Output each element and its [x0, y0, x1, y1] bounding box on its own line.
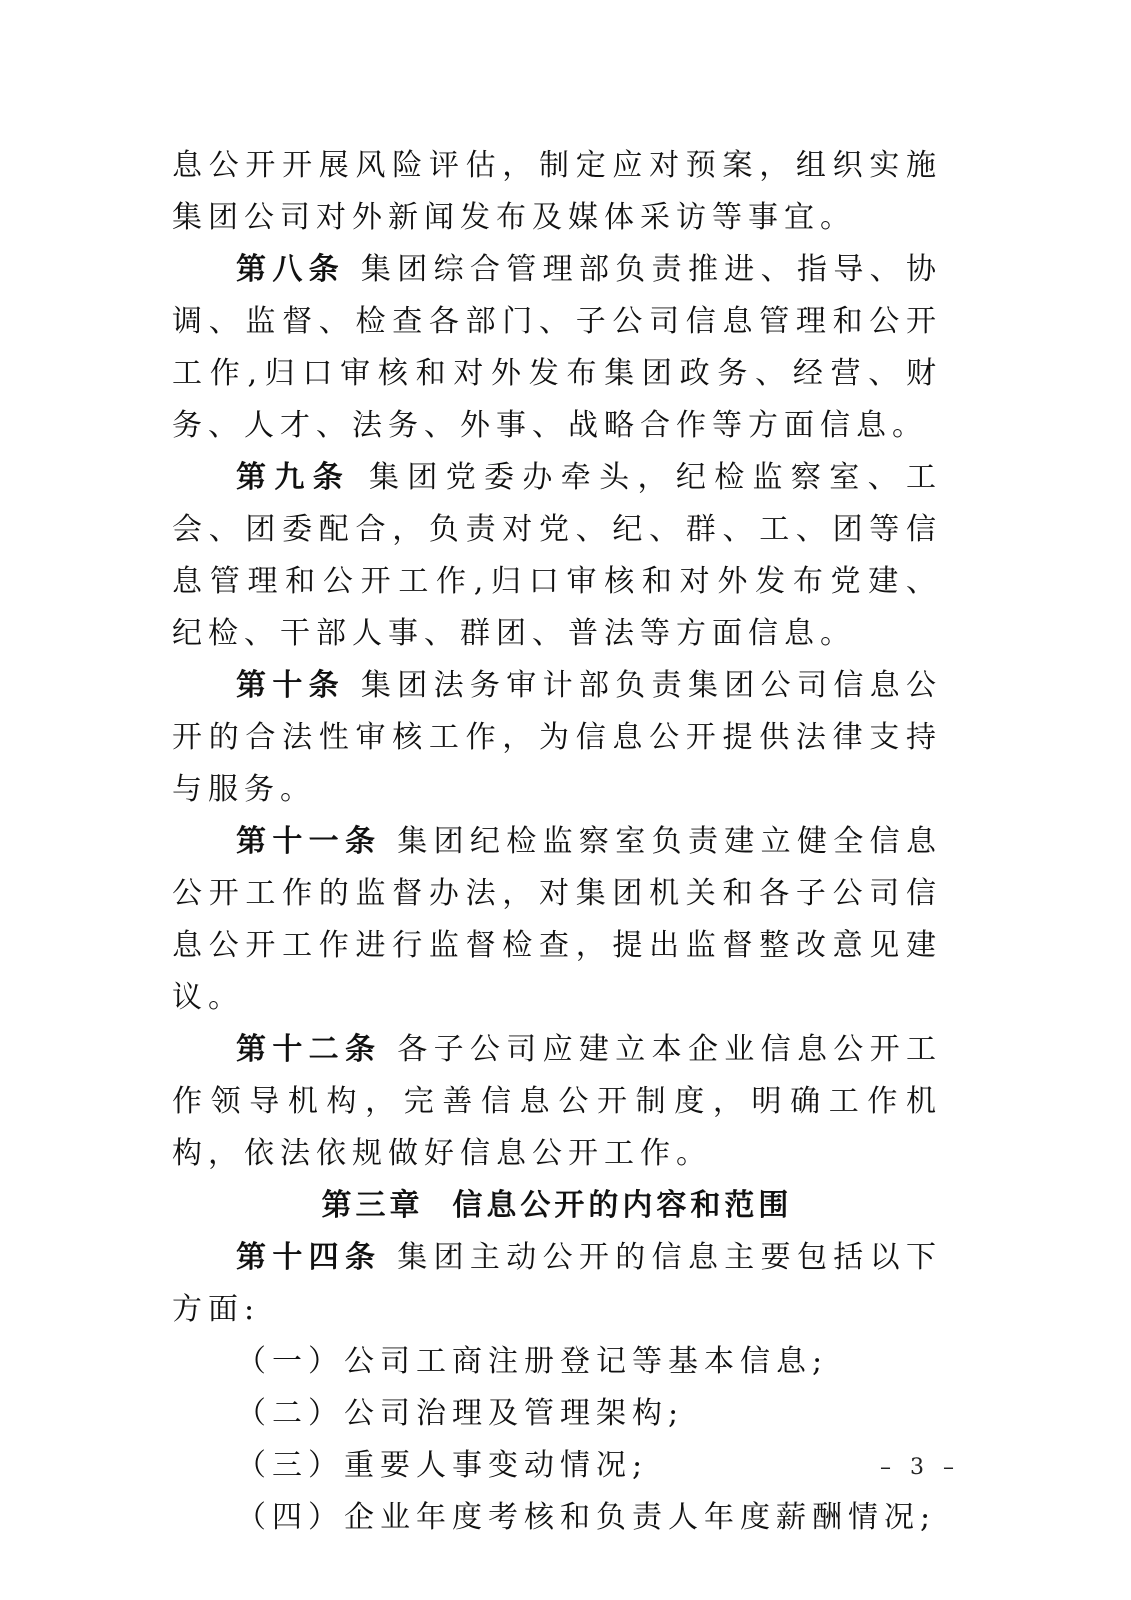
- article-text: 各子公司应建立本企业信息公开工作领导机构，完善信息公开制度，明确工作机构，依法依规做好信息公开工作。: [172, 1032, 942, 1171]
- article-9: [172, 452, 942, 660]
- article-title: 第十四条: [236, 1240, 382, 1275]
- paragraph-continuation: [172, 140, 942, 244]
- document-body: [172, 140, 942, 1544]
- article-14: [172, 1232, 942, 1336]
- article-text: 集团法务审计部负责集团公司信息公开的合法性审核工作，为信息公开提供法律支持与服务。: [172, 668, 943, 807]
- article-text: 集团党委办牵头，纪检监察室、工会、团委配合，负责对党、纪、群、工、团等信息管理和公开工作,归口审核和对外发布党建、纪检、干部人事、群团、普法等方面信息。: [172, 460, 942, 651]
- article-title: 第九条: [236, 460, 352, 495]
- list-item: （一）公司工商注册登记等基本信息;: [236, 1344, 829, 1379]
- article-10: [172, 660, 942, 816]
- list-item: （二）公司治理及管理架构;: [236, 1396, 685, 1431]
- paragraph-text: 息公开开展风险评估，制定应对预案，组织实施集团公司对外新闻发布及媒体采访等事宜。: [172, 148, 942, 235]
- article-title: 第十条: [236, 668, 346, 703]
- page-number: – 3 –: [880, 1455, 960, 1480]
- list-item: （四）企业年度考核和负责人年度薪酬情况;: [236, 1500, 937, 1535]
- article-title: 第八条: [236, 252, 346, 287]
- article-text: 集团综合管理部负责推进、指导、协调、监督、检查各部门、子公司信息管理和公开工作,归口审核和对外发布集团政务、经营、财务、人才、法务、外事、战略合作等方面信息。: [172, 252, 943, 443]
- article-text: 集团主动公开的信息主要包括以下方面:: [172, 1240, 942, 1327]
- article-text: 集团纪检监察室负责建立健全信息公开工作的监督办法，对集团机关和各子公司信息公开工作进行监督检查，提出监督整改意见建议。: [172, 824, 942, 1015]
- list-item: （三）重要人事变动情况;: [236, 1448, 649, 1483]
- chapter-heading: 第三章 信息公开的内容和范围: [321, 1188, 793, 1223]
- article-title: 第十一条: [236, 824, 382, 859]
- article-8: [172, 244, 942, 452]
- article-12: [172, 1024, 942, 1180]
- article-11: [172, 816, 942, 1024]
- article-title: 第十二条: [236, 1032, 382, 1067]
